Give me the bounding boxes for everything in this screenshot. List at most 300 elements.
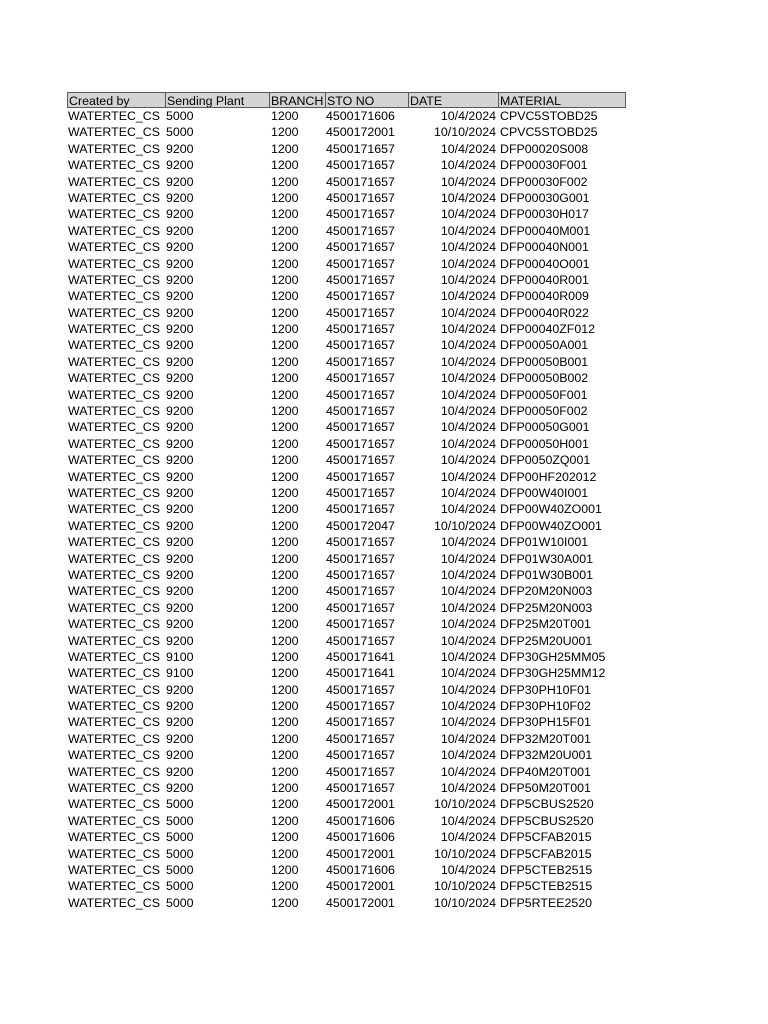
sending-plant-cell[interactable]: 9200 — [166, 781, 194, 796]
branch-cell[interactable]: 1200 — [271, 272, 299, 287]
branch-cell[interactable]: 1200 — [271, 371, 299, 386]
branch-cell[interactable]: 1200 — [271, 305, 299, 320]
date-cell[interactable]: 10/4/2024 — [440, 305, 496, 320]
material-cell[interactable]: DFP5CTEB2515 — [500, 862, 593, 877]
sto-no-cell[interactable]: 4500171657 — [326, 764, 395, 779]
sto-no-cell[interactable]: 4500171657 — [326, 731, 395, 746]
created-by-cell[interactable]: WATERTEC_CS — [68, 551, 161, 566]
sto-no-cell[interactable]: 4500171657 — [326, 633, 395, 648]
branch-cell[interactable]: 1200 — [271, 387, 299, 402]
branch-cell[interactable]: 1200 — [271, 289, 299, 304]
material-cell[interactable]: DFP5CTEB2515 — [500, 879, 593, 894]
material-cell[interactable]: DFP00HF202012 — [500, 469, 597, 484]
sending-plant-cell[interactable]: 9200 — [166, 174, 194, 189]
material-cell[interactable]: DFP25M20N003 — [500, 600, 593, 615]
created-by-cell[interactable]: WATERTEC_CS — [68, 797, 161, 812]
branch-cell[interactable]: 1200 — [271, 485, 299, 500]
sto-no-cell[interactable]: 4500171657 — [326, 256, 395, 271]
sto-no-cell[interactable]: 4500171641 — [326, 649, 395, 664]
date-cell[interactable]: 10/4/2024 — [440, 207, 496, 222]
branch-cell[interactable]: 1200 — [271, 469, 299, 484]
branch-cell[interactable]: 1200 — [271, 338, 299, 353]
created-by-cell[interactable]: WATERTEC_CS — [68, 485, 161, 500]
date-cell[interactable]: 10/4/2024 — [440, 617, 496, 632]
branch-cell[interactable]: 1200 — [271, 223, 299, 238]
sto-no-cell[interactable]: 4500171657 — [326, 404, 395, 419]
date-cell[interactable]: 10/4/2024 — [440, 322, 496, 337]
created-by-cell[interactable]: WATERTEC_CS — [68, 731, 161, 746]
sto-no-cell[interactable]: 4500171606 — [326, 830, 395, 845]
material-cell[interactable]: DFP00040R022 — [500, 305, 589, 320]
branch-cell[interactable]: 1200 — [271, 453, 299, 468]
date-cell[interactable]: 10/4/2024 — [440, 535, 496, 550]
header-material[interactable]: MATERIAL — [500, 94, 562, 107]
created-by-cell[interactable]: WATERTEC_CS — [68, 567, 161, 582]
created-by-cell[interactable]: WATERTEC_CS — [68, 256, 161, 271]
branch-cell[interactable]: 1200 — [271, 682, 299, 697]
sto-no-cell[interactable]: 4500171657 — [326, 453, 395, 468]
date-cell[interactable]: 10/4/2024 — [440, 600, 496, 615]
sending-plant-cell[interactable]: 9200 — [166, 190, 194, 205]
created-by-cell[interactable]: WATERTEC_CS — [68, 666, 161, 681]
material-cell[interactable]: DFP00050G001 — [500, 420, 590, 435]
sending-plant-cell[interactable]: 5000 — [166, 830, 194, 845]
sending-plant-cell[interactable]: 9200 — [166, 600, 194, 615]
created-by-cell[interactable]: WATERTEC_CS — [68, 535, 161, 550]
branch-cell[interactable]: 1200 — [271, 715, 299, 730]
sto-no-cell[interactable]: 4500171657 — [326, 371, 395, 386]
branch-cell[interactable]: 1200 — [271, 109, 299, 123]
branch-cell[interactable]: 1200 — [271, 240, 299, 255]
branch-cell[interactable]: 1200 — [271, 666, 299, 681]
branch-cell[interactable]: 1200 — [271, 600, 299, 615]
sto-no-cell[interactable]: 4500172001 — [326, 895, 395, 910]
sto-no-cell[interactable]: 4500171657 — [326, 289, 395, 304]
sending-plant-cell[interactable]: 5000 — [166, 862, 194, 877]
sto-no-cell[interactable]: 4500171657 — [326, 535, 395, 550]
sto-no-cell[interactable]: 4500171606 — [326, 813, 395, 828]
material-cell[interactable]: DFP30GH25MM05 — [500, 649, 606, 664]
date-cell[interactable]: 10/4/2024 — [440, 387, 496, 402]
branch-cell[interactable]: 1200 — [271, 649, 299, 664]
branch-cell[interactable]: 1200 — [271, 207, 299, 222]
material-cell[interactable]: DFP5CFAB2015 — [500, 846, 592, 861]
sto-no-cell[interactable]: 4500171657 — [326, 158, 395, 173]
material-cell[interactable]: DFP25M20T001 — [500, 617, 591, 632]
date-cell[interactable]: 10/4/2024 — [440, 420, 496, 435]
created-by-cell[interactable]: WATERTEC_CS — [68, 453, 161, 468]
branch-cell[interactable]: 1200 — [271, 404, 299, 419]
sto-no-cell[interactable]: 4500171657 — [326, 502, 395, 517]
branch-cell[interactable]: 1200 — [271, 190, 299, 205]
branch-cell[interactable]: 1200 — [271, 617, 299, 632]
sending-plant-cell[interactable]: 9200 — [166, 502, 194, 517]
date-cell[interactable]: 10/10/2024 — [433, 846, 496, 861]
material-cell[interactable]: DFP00030F001 — [500, 158, 588, 173]
date-cell[interactable]: 10/4/2024 — [440, 272, 496, 287]
branch-cell[interactable]: 1200 — [271, 633, 299, 648]
material-cell[interactable]: DFP25M20U001 — [500, 633, 593, 648]
created-by-cell[interactable]: WATERTEC_CS — [68, 469, 161, 484]
sending-plant-cell[interactable]: 9200 — [166, 404, 194, 419]
sending-plant-cell[interactable]: 9200 — [166, 436, 194, 451]
material-cell[interactable]: DFP00050F001 — [500, 387, 588, 402]
date-cell[interactable]: 10/4/2024 — [440, 453, 496, 468]
branch-cell[interactable]: 1200 — [271, 813, 299, 828]
material-cell[interactable]: DFP00040ZF012 — [500, 322, 596, 337]
date-cell[interactable]: 10/4/2024 — [440, 633, 496, 648]
sending-plant-cell[interactable]: 5000 — [166, 109, 194, 123]
created-by-cell[interactable]: WATERTEC_CS — [68, 518, 161, 533]
sto-no-cell[interactable]: 4500171657 — [326, 682, 395, 697]
date-cell[interactable]: 10/4/2024 — [440, 781, 496, 796]
date-cell[interactable]: 10/4/2024 — [440, 748, 496, 763]
material-cell[interactable]: CPVC5STOBD25 — [500, 125, 598, 140]
sending-plant-cell[interactable]: 9200 — [166, 633, 194, 648]
date-cell[interactable]: 10/4/2024 — [440, 289, 496, 304]
date-cell[interactable]: 10/4/2024 — [440, 469, 496, 484]
date-cell[interactable]: 10/4/2024 — [440, 354, 496, 369]
sending-plant-cell[interactable]: 9200 — [166, 289, 194, 304]
branch-cell[interactable]: 1200 — [271, 141, 299, 156]
sto-no-cell[interactable]: 4500171657 — [326, 272, 395, 287]
sending-plant-cell[interactable]: 9200 — [166, 453, 194, 468]
created-by-cell[interactable]: WATERTEC_CS — [68, 895, 161, 910]
sending-plant-cell[interactable]: 9200 — [166, 731, 194, 746]
branch-cell[interactable]: 1200 — [271, 699, 299, 714]
sending-plant-cell[interactable]: 5000 — [166, 846, 194, 861]
date-cell[interactable]: 10/4/2024 — [440, 485, 496, 500]
material-cell[interactable]: DFP40M20T001 — [500, 764, 591, 779]
sto-no-cell[interactable]: 4500171657 — [326, 338, 395, 353]
material-cell[interactable]: DFP00050B001 — [500, 354, 589, 369]
branch-cell[interactable]: 1200 — [271, 535, 299, 550]
date-cell[interactable]: 10/4/2024 — [440, 109, 496, 123]
sending-plant-cell[interactable]: 9200 — [166, 141, 194, 156]
header-sto-no[interactable]: STO NO — [326, 93, 409, 107]
created-by-cell[interactable]: WATERTEC_CS — [68, 141, 161, 156]
created-by-cell[interactable]: WATERTEC_CS — [68, 830, 161, 845]
created-by-cell[interactable]: WATERTEC_CS — [68, 633, 161, 648]
sto-no-cell[interactable]: 4500171657 — [326, 551, 395, 566]
created-by-cell[interactable]: WATERTEC_CS — [68, 436, 161, 451]
branch-cell[interactable]: 1200 — [271, 125, 299, 140]
sto-no-cell[interactable]: 4500171657 — [326, 322, 395, 337]
sending-plant-cell[interactable]: 9200 — [166, 322, 194, 337]
sto-no-cell[interactable]: 4500171657 — [326, 584, 395, 599]
created-by-cell[interactable]: WATERTEC_CS — [68, 109, 161, 123]
material-cell[interactable]: DFP50M20T001 — [500, 781, 591, 796]
date-cell[interactable]: 10/4/2024 — [440, 338, 496, 353]
branch-cell[interactable]: 1200 — [271, 830, 299, 845]
date-cell[interactable]: 10/4/2024 — [440, 764, 496, 779]
sending-plant-cell[interactable]: 9200 — [166, 387, 194, 402]
sending-plant-cell[interactable]: 9200 — [166, 207, 194, 222]
branch-cell[interactable]: 1200 — [271, 879, 299, 894]
created-by-cell[interactable]: WATERTEC_CS — [68, 272, 161, 287]
material-cell[interactable]: DFP00020S008 — [500, 141, 589, 156]
material-cell[interactable]: DFP00050H001 — [500, 436, 589, 451]
sending-plant-cell[interactable]: 9200 — [166, 371, 194, 386]
date-cell[interactable]: 10/4/2024 — [440, 813, 496, 828]
created-by-cell[interactable]: WATERTEC_CS — [68, 354, 161, 369]
created-by-cell[interactable]: WATERTEC_CS — [68, 600, 161, 615]
sto-no-cell[interactable]: 4500172001 — [326, 879, 395, 894]
created-by-cell[interactable]: WATERTEC_CS — [68, 420, 161, 435]
branch-cell[interactable]: 1200 — [271, 354, 299, 369]
material-cell[interactable]: DFP00040R001 — [500, 272, 589, 287]
sto-no-cell[interactable]: 4500171657 — [326, 223, 395, 238]
material-cell[interactable]: DFP00050F002 — [500, 404, 588, 419]
sto-no-cell[interactable]: 4500171657 — [326, 600, 395, 615]
branch-cell[interactable]: 1200 — [271, 584, 299, 599]
material-cell[interactable]: DFP32M20U001 — [500, 748, 593, 763]
created-by-cell[interactable]: WATERTEC_CS — [68, 649, 161, 664]
sending-plant-cell[interactable]: 9200 — [166, 305, 194, 320]
date-cell[interactable]: 10/4/2024 — [440, 240, 496, 255]
created-by-cell[interactable]: WATERTEC_CS — [68, 322, 161, 337]
sto-no-cell[interactable]: 4500172001 — [326, 125, 395, 140]
sto-no-cell[interactable]: 4500171657 — [326, 469, 395, 484]
sending-plant-cell[interactable]: 9200 — [166, 223, 194, 238]
branch-cell[interactable]: 1200 — [271, 764, 299, 779]
sending-plant-cell[interactable]: 5000 — [166, 813, 194, 828]
material-cell[interactable]: DFP00040M001 — [500, 223, 591, 238]
date-cell[interactable]: 10/10/2024 — [433, 125, 496, 140]
created-by-cell[interactable]: WATERTEC_CS — [68, 862, 161, 877]
created-by-cell[interactable]: WATERTEC_CS — [68, 338, 161, 353]
sending-plant-cell[interactable]: 9100 — [166, 649, 194, 664]
branch-cell[interactable]: 1200 — [271, 420, 299, 435]
sending-plant-cell[interactable]: 5000 — [166, 895, 194, 910]
sending-plant-cell[interactable]: 9200 — [166, 715, 194, 730]
sto-no-cell[interactable]: 4500171657 — [326, 240, 395, 255]
date-cell[interactable]: 10/4/2024 — [440, 567, 496, 582]
sto-no-cell[interactable]: 4500171657 — [326, 420, 395, 435]
branch-cell[interactable]: 1200 — [271, 846, 299, 861]
sending-plant-cell[interactable]: 9200 — [166, 748, 194, 763]
material-cell[interactable]: DFP01W30B001 — [500, 567, 593, 582]
created-by-cell[interactable]: WATERTEC_CS — [68, 502, 161, 517]
material-cell[interactable]: DFP30GH25MM12 — [500, 666, 606, 681]
sending-plant-cell[interactable]: 9200 — [166, 240, 194, 255]
date-cell[interactable]: 10/4/2024 — [440, 649, 496, 664]
date-cell[interactable]: 10/4/2024 — [440, 682, 496, 697]
sending-plant-cell[interactable]: 9200 — [166, 682, 194, 697]
branch-cell[interactable]: 1200 — [271, 551, 299, 566]
sending-plant-cell[interactable]: 9200 — [166, 535, 194, 550]
sending-plant-cell[interactable]: 9200 — [166, 764, 194, 779]
sending-plant-cell[interactable]: 5000 — [166, 797, 194, 812]
sto-no-cell[interactable]: 4500171606 — [326, 862, 395, 877]
branch-cell[interactable]: 1200 — [271, 748, 299, 763]
material-cell[interactable]: DFP00040N001 — [500, 240, 589, 255]
sending-plant-cell[interactable]: 9200 — [166, 272, 194, 287]
date-cell[interactable]: 10/4/2024 — [440, 666, 496, 681]
sto-no-cell[interactable]: 4500171657 — [326, 174, 395, 189]
sending-plant-cell[interactable]: 9200 — [166, 584, 194, 599]
material-cell[interactable]: DFP00030F002 — [500, 174, 588, 189]
sto-no-cell[interactable]: 4500171657 — [326, 387, 395, 402]
created-by-cell[interactable]: WATERTEC_CS — [68, 617, 161, 632]
date-cell[interactable]: 10/4/2024 — [440, 502, 496, 517]
material-cell[interactable]: DFP5CFAB2015 — [500, 830, 592, 845]
material-cell[interactable]: DFP32M20T001 — [500, 731, 591, 746]
created-by-cell[interactable]: WATERTEC_CS — [68, 404, 161, 419]
date-cell[interactable]: 10/4/2024 — [440, 830, 496, 845]
date-cell[interactable]: 10/4/2024 — [440, 141, 496, 156]
sto-no-cell[interactable]: 4500171606 — [326, 109, 395, 123]
material-cell[interactable]: DFP00030H017 — [500, 207, 589, 222]
branch-cell[interactable]: 1200 — [271, 502, 299, 517]
material-cell[interactable]: DFP00050B002 — [500, 371, 589, 386]
created-by-cell[interactable]: WATERTEC_CS — [68, 846, 161, 861]
date-cell[interactable]: 10/4/2024 — [440, 862, 496, 877]
date-cell[interactable]: 10/4/2024 — [440, 436, 496, 451]
material-cell[interactable]: DFP00030G001 — [500, 190, 590, 205]
header-created-by[interactable]: Created by — [68, 93, 166, 107]
created-by-cell[interactable]: WATERTEC_CS — [68, 289, 161, 304]
branch-cell[interactable]: 1200 — [271, 174, 299, 189]
created-by-cell[interactable]: WATERTEC_CS — [68, 190, 161, 205]
date-cell[interactable]: 10/4/2024 — [440, 371, 496, 386]
material-cell[interactable]: CPVC5STOBD25 — [500, 109, 598, 123]
branch-cell[interactable]: 1200 — [271, 158, 299, 173]
sto-no-cell[interactable]: 4500172047 — [326, 518, 395, 533]
material-cell[interactable]: DFP5RTEE2520 — [500, 895, 593, 910]
sto-no-cell[interactable]: 4500171657 — [326, 781, 395, 796]
material-cell[interactable]: DFP00W40ZO001 — [500, 502, 602, 517]
sto-no-cell[interactable]: 4500171657 — [326, 617, 395, 632]
date-cell[interactable]: 10/10/2024 — [433, 879, 496, 894]
date-cell[interactable]: 10/4/2024 — [440, 190, 496, 205]
sto-no-cell[interactable]: 4500171657 — [326, 305, 395, 320]
created-by-cell[interactable]: WATERTEC_CS — [68, 305, 161, 320]
date-cell[interactable]: 10/4/2024 — [440, 715, 496, 730]
sending-plant-cell[interactable]: 9200 — [166, 420, 194, 435]
created-by-cell[interactable]: WATERTEC_CS — [68, 207, 161, 222]
sending-plant-cell[interactable]: 9200 — [166, 551, 194, 566]
header-sending-plant[interactable]: Sending Plant — [166, 93, 270, 107]
created-by-cell[interactable]: WATERTEC_CS — [68, 764, 161, 779]
material-cell[interactable]: DFP5CBUS2520 — [500, 797, 594, 812]
date-cell[interactable]: 10/4/2024 — [440, 223, 496, 238]
sending-plant-cell[interactable]: 9200 — [166, 518, 194, 533]
material-cell[interactable]: DFP00040O001 — [500, 256, 590, 271]
sending-plant-cell[interactable]: 9200 — [166, 617, 194, 632]
sto-no-cell[interactable]: 4500171657 — [326, 699, 395, 714]
sto-no-cell[interactable]: 4500171657 — [326, 715, 395, 730]
sending-plant-cell[interactable]: 9200 — [166, 469, 194, 484]
material-cell[interactable]: DFP01W30A001 — [500, 551, 593, 566]
date-cell[interactable]: 10/10/2024 — [433, 518, 496, 533]
branch-cell[interactable]: 1200 — [271, 895, 299, 910]
date-cell[interactable]: 10/4/2024 — [440, 158, 496, 173]
material-cell[interactable]: DFP20M20N003 — [500, 584, 593, 599]
sending-plant-cell[interactable]: 5000 — [166, 879, 194, 894]
sending-plant-cell[interactable]: 9200 — [166, 485, 194, 500]
date-cell[interactable]: 10/4/2024 — [440, 699, 496, 714]
created-by-cell[interactable]: WATERTEC_CS — [68, 699, 161, 714]
branch-cell[interactable]: 1200 — [271, 518, 299, 533]
created-by-cell[interactable]: WATERTEC_CS — [68, 682, 161, 697]
material-cell[interactable]: DFP01W10I001 — [500, 535, 589, 550]
date-cell[interactable]: 10/4/2024 — [440, 584, 496, 599]
sto-no-cell[interactable]: 4500171657 — [326, 485, 395, 500]
material-cell[interactable]: DFP00040R009 — [500, 289, 589, 304]
date-cell[interactable]: 10/4/2024 — [440, 404, 496, 419]
branch-cell[interactable]: 1200 — [271, 781, 299, 796]
created-by-cell[interactable]: WATERTEC_CS — [68, 879, 161, 894]
created-by-cell[interactable]: WATERTEC_CS — [68, 781, 161, 796]
material-cell[interactable]: DFP30PH10F02 — [500, 699, 591, 714]
branch-cell[interactable]: 1200 — [271, 322, 299, 337]
created-by-cell[interactable]: WATERTEC_CS — [68, 715, 161, 730]
branch-cell[interactable]: 1200 — [271, 862, 299, 877]
sending-plant-cell[interactable]: 9200 — [166, 567, 194, 582]
sending-plant-cell[interactable]: 9200 — [166, 338, 194, 353]
date-cell[interactable]: 10/4/2024 — [440, 731, 496, 746]
created-by-cell[interactable]: WATERTEC_CS — [68, 125, 161, 140]
sto-no-cell[interactable]: 4500171641 — [326, 666, 395, 681]
sto-no-cell[interactable]: 4500171657 — [326, 748, 395, 763]
branch-cell[interactable]: 1200 — [271, 731, 299, 746]
created-by-cell[interactable]: WATERTEC_CS — [68, 371, 161, 386]
created-by-cell[interactable]: WATERTEC_CS — [68, 223, 161, 238]
date-cell[interactable]: 10/10/2024 — [433, 797, 496, 812]
material-cell[interactable]: DFP0050ZQ001 — [500, 453, 591, 468]
header-date[interactable]: DATE — [409, 93, 499, 107]
material-cell[interactable]: DFP00W40ZO001 — [500, 518, 602, 533]
sto-no-cell[interactable]: 4500172001 — [326, 797, 395, 812]
material-cell[interactable]: DFP30PH15F01 — [500, 715, 591, 730]
sto-no-cell[interactable]: 4500171657 — [326, 354, 395, 369]
created-by-cell[interactable]: WATERTEC_CS — [68, 158, 161, 173]
branch-cell[interactable]: 1200 — [271, 797, 299, 812]
sending-plant-cell[interactable]: 9200 — [166, 158, 194, 173]
date-cell[interactable]: 10/4/2024 — [440, 174, 496, 189]
header-branch[interactable]: BRANCH — [270, 93, 326, 107]
date-cell[interactable]: 10/10/2024 — [433, 895, 496, 910]
branch-cell[interactable]: 1200 — [271, 436, 299, 451]
sto-no-cell[interactable]: 4500171657 — [326, 207, 395, 222]
sending-plant-cell[interactable]: 9200 — [166, 699, 194, 714]
created-by-cell[interactable]: WATERTEC_CS — [68, 748, 161, 763]
sto-no-cell[interactable]: 4500172001 — [326, 846, 395, 861]
branch-cell[interactable]: 1200 — [271, 567, 299, 582]
sto-no-cell[interactable]: 4500171657 — [326, 190, 395, 205]
date-cell[interactable]: 10/4/2024 — [440, 256, 496, 271]
created-by-cell[interactable]: WATERTEC_CS — [68, 584, 161, 599]
date-cell[interactable]: 10/4/2024 — [440, 551, 496, 566]
material-cell[interactable]: DFP5CBUS2520 — [500, 813, 594, 828]
sending-plant-cell[interactable]: 5000 — [166, 125, 194, 140]
created-by-cell[interactable]: WATERTEC_CS — [68, 387, 161, 402]
sto-no-cell[interactable]: 4500171657 — [326, 141, 395, 156]
sending-plant-cell[interactable]: 9200 — [166, 256, 194, 271]
material-cell[interactable]: DFP00W40I001 — [500, 485, 589, 500]
created-by-cell[interactable]: WATERTEC_CS — [68, 174, 161, 189]
sending-plant-cell[interactable]: 9200 — [166, 354, 194, 369]
material-cell[interactable]: DFP00050A001 — [500, 338, 589, 353]
created-by-cell[interactable]: WATERTEC_CS — [68, 240, 161, 255]
sto-no-cell[interactable]: 4500171657 — [326, 436, 395, 451]
created-by-cell[interactable]: WATERTEC_CS — [68, 813, 161, 828]
sending-plant-cell[interactable]: 9100 — [166, 666, 194, 681]
sto-no-cell[interactable]: 4500171657 — [326, 567, 395, 582]
branch-cell[interactable]: 1200 — [271, 256, 299, 271]
material-cell[interactable]: DFP30PH10F01 — [500, 682, 591, 697]
